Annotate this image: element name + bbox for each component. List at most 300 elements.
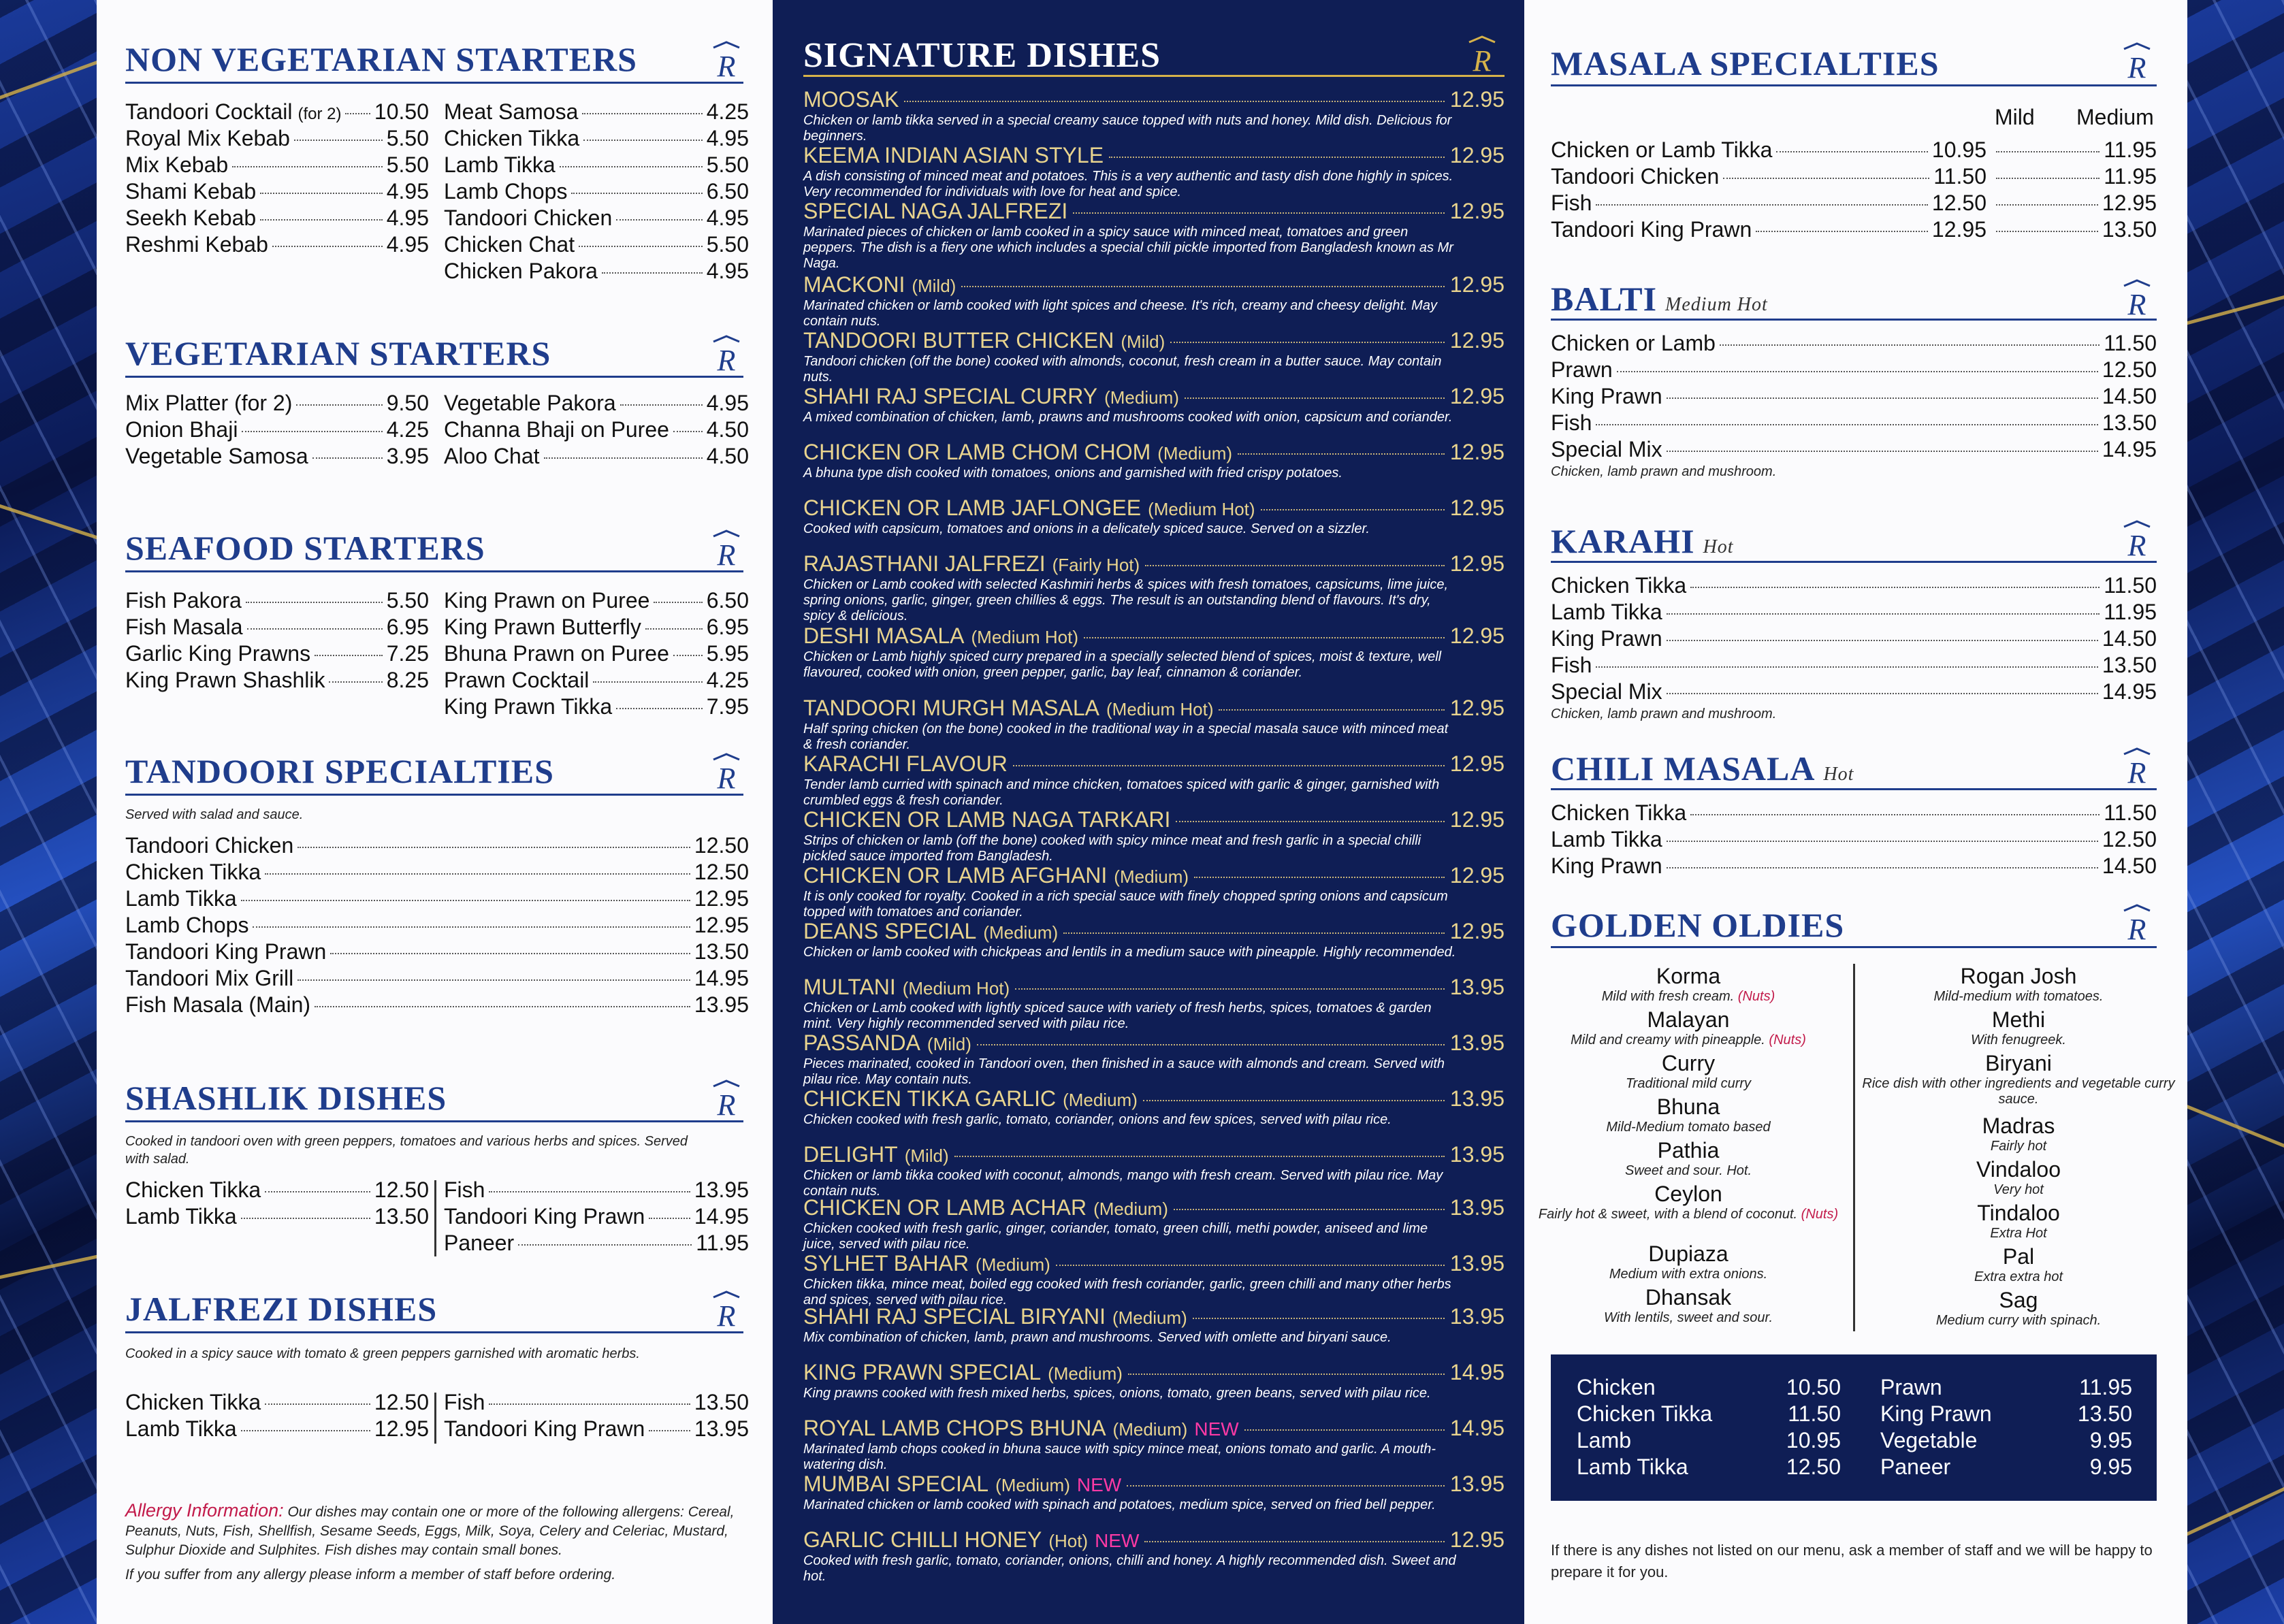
crest-icon [708, 1079, 745, 1120]
golden-oldie-name: Ceylon [1654, 1182, 1722, 1206]
menu-item-price: 7.25 [386, 641, 429, 666]
menu-item-name: Tandoori Chicken [1551, 164, 1720, 189]
section-title-chili-masala [1551, 749, 1854, 788]
tandoori-note: Served with salad and sauce. [125, 807, 304, 822]
golden-oldie-name: Tindaloo [1977, 1201, 2060, 1225]
dot-leader [241, 1430, 370, 1431]
menu-item-price: 12.50 [374, 1390, 429, 1414]
signature-dish-title [803, 272, 1505, 297]
menu-item-name: Reshmi Kebab [125, 232, 268, 257]
dot-leader [315, 655, 383, 656]
section-title-shashlik: SHASHLIK DISHES [125, 1079, 447, 1117]
dish-description: Chicken cooked with fresh garlic, tomato, coriander, onions and few spices, served with pilau rice. [803, 1112, 1392, 1127]
dish-description: Cooked with capsicum, tomatoes and onions in a delicately spiced sauce. Served on a sizzler. [803, 521, 1370, 536]
menu-item [444, 391, 749, 416]
menu-item-name: Paneer [444, 1231, 515, 1255]
dot-leader [246, 602, 383, 603]
dish-name: TANDOORI MURGH MASALA [803, 696, 1099, 720]
dot-leader [297, 847, 690, 848]
menu-item-name: Paneer [1880, 1455, 1951, 1479]
golden-oldie-name: Sag [1999, 1288, 2038, 1312]
golden-oldie-name: Madras [1982, 1114, 2055, 1138]
menu-item-price: 14.95 [2102, 437, 2157, 461]
dish-name: SHAHI RAJ SPECIAL CURRY [803, 384, 1098, 408]
menu-item [125, 232, 429, 257]
signature-dish-title [803, 199, 1505, 224]
dish-heat: (Fairly Hot) [1052, 555, 1140, 575]
crest-icon [2119, 747, 2155, 788]
dot-leader [272, 246, 383, 247]
allergy-label: Allergy Information: [125, 1500, 284, 1521]
golden-oldie-desc: Extra extra hot [1974, 1269, 2063, 1284]
menu-item-price: 4.95 [706, 391, 749, 415]
menu-item [444, 641, 749, 666]
section-rule [125, 570, 743, 572]
menu-item-price: 14.95 [694, 1204, 749, 1229]
golden-oldie-item [1859, 1051, 2178, 1107]
section-title-signature: SIGNATURE DISHES [803, 36, 1161, 75]
dish-description: King prawns cooked with fresh mixed herbs, spices, onions, tomato, green beans, served with pilau rice. [803, 1386, 1431, 1401]
menu-item-name: Fish Masala (Main) [125, 992, 311, 1017]
menu-item-price: 4.95 [706, 126, 749, 150]
crest-icon [2119, 904, 2155, 945]
menu-item-price: 14.95 [2102, 679, 2157, 704]
dish-heat: (Medium) [1104, 387, 1179, 408]
dish-description: Marinated pieces of chicken or lamb cooked in a spicy sauce with minced meat, tomatoes and green peppers. The dish is a fiery one which includes a special chili pickle imported from Bangladesh known as Mr Naga. [803, 225, 1453, 271]
menu-item-name: Chicken Tikka [125, 860, 261, 884]
golden-oldie-name: Methi [1991, 1007, 2046, 1032]
dot-leader [232, 166, 383, 167]
menu-item-name: Fish [444, 1390, 485, 1414]
menu-item-name: Garlic King Prawns [125, 641, 311, 666]
dish-description: Cooked with fresh garlic, tomato, coriander, onions, chilli and honey. A highly recommended dish. Sweet and hot. [803, 1553, 1456, 1584]
menu-item-name: Channa Bhaji on Puree [444, 417, 669, 442]
dish-heat: (Medium) [995, 1475, 1070, 1495]
price-box-item [1880, 1375, 2132, 1400]
dish-description: A dish consisting of minced meat and potatoes. This is a very authentic and tasty dish done highly in spices. Very recommended for individuals with love for heat and spice. [803, 169, 1453, 199]
section-rule [1551, 319, 2157, 321]
dot-leader [1690, 587, 2100, 588]
dot-leader [330, 953, 690, 954]
dot-leader [1667, 397, 2098, 399]
dot-leader [260, 193, 383, 194]
signature-dish-title [803, 863, 1505, 888]
menu-item-name: King Prawn [1551, 384, 1662, 408]
signature-dish-title [803, 1030, 1505, 1056]
signature-dish-title [803, 1527, 1505, 1553]
menu-item-price: 12.95 [374, 1416, 429, 1441]
karahi-heat: Hot [1703, 536, 1734, 557]
menu-item [125, 152, 429, 178]
dot-leader [654, 602, 702, 603]
dot-leader [253, 926, 690, 928]
menu-item-name: Mix Platter (for 2) [125, 391, 293, 415]
dish-description: Chicken or Lamb cooked with lightly spiced sauce with variety of fresh herbs, spices, tomatoes & garden mint. Very highly recommended served with pilau rice. [803, 1001, 1432, 1031]
menu-item-name: Special Mix [1551, 679, 1662, 704]
dot-leader [593, 681, 702, 683]
dot-leader [1667, 841, 2098, 842]
dish-description: Half spring chicken (on the bone) cooked in the traditional way in a special masala sauce with minced meat & fresh coriander. [803, 721, 1449, 752]
menu-item-price: 11.95 [2079, 1375, 2132, 1399]
dish-price: 12.95 [1449, 87, 1505, 112]
crest-icon [708, 1290, 745, 1331]
menu-item [444, 179, 749, 204]
dish-price: 13.95 [1449, 1251, 1505, 1276]
menu-item [125, 99, 429, 125]
section-rule [125, 82, 743, 84]
dot-leader [312, 457, 383, 459]
menu-item [444, 99, 749, 125]
menu-item-price-mild: 10.95 [1931, 137, 1987, 162]
menu-item-price: 6.50 [706, 588, 749, 613]
dot-leader [1170, 342, 1445, 343]
golden-oldie-name: Biryani [1985, 1051, 2052, 1075]
menu-item-price: 4.50 [706, 417, 749, 442]
menu-item-price: 14.50 [2102, 626, 2157, 651]
dish-price: 12.95 [1449, 440, 1505, 464]
dot-leader [961, 286, 1445, 287]
dot-leader [1617, 371, 2098, 372]
dot-leader [1238, 453, 1445, 455]
menu-item-price: 5.50 [706, 152, 749, 177]
dish-description: It is only cooked for royalty. Cooked in a rich special sauce with finely chopped spring onions and capsicum topped with tomatoes and coriander. [803, 889, 1448, 920]
golden-oldie-item [1859, 964, 2178, 1005]
dish-price: 13.95 [1449, 1472, 1505, 1496]
signature-dish-title [803, 919, 1505, 944]
dish-name: MULTANI [803, 975, 896, 999]
menu-item [444, 1231, 749, 1256]
menu-item-tag: (for 2) [297, 105, 342, 123]
section-title-seafood-starters: SEAFOOD STARTERS [125, 529, 485, 567]
svg-text:R: R [717, 1299, 736, 1331]
golden-oldie-name: Pal [2002, 1244, 2035, 1269]
section-title-balti [1551, 279, 1768, 319]
golden-oldie-item [1528, 1007, 1848, 1048]
dish-name: PASSANDA [803, 1030, 920, 1055]
menu-item-name: Tandoori King Prawn [125, 939, 327, 964]
menu-item-price: 3.95 [386, 444, 429, 468]
menu-item-price: 9.95 [2089, 1455, 2132, 1479]
dish-heat: (Medium Hot) [971, 627, 1078, 647]
menu-item [125, 417, 429, 442]
dish-heat: (Medium) [1157, 443, 1233, 464]
dish-heat: (Medium Hot) [902, 978, 1010, 998]
golden-oldie-name: Dupiaza [1648, 1241, 1728, 1266]
dish-price: 12.95 [1449, 496, 1505, 520]
menu-item [1551, 653, 2157, 678]
menu-item-price: 4.50 [706, 444, 749, 468]
price-box-item [1577, 1428, 1841, 1453]
allergy-text-2: If you suffer from any allergy please inform a member of staff before ordering. [125, 1567, 616, 1582]
allergy-information [125, 1501, 752, 1585]
golden-oldie-item [1859, 1157, 2178, 1198]
dish-name: CHICKEN TIKKA GARLIC [803, 1086, 1057, 1111]
marble-border-right [2187, 0, 2284, 1624]
menu-item [1551, 357, 2157, 383]
dot-leader [673, 431, 703, 432]
menu-item-price: 6.50 [706, 179, 749, 204]
menu-item-name: Chicken Tikka [125, 1178, 261, 1202]
menu-item-name: King Prawn Tikka [444, 694, 613, 719]
dot-leader [1996, 178, 2100, 179]
menu-item [125, 126, 429, 151]
svg-text:R: R [2127, 756, 2146, 788]
menu-item-name: Prawn Cocktail [444, 668, 590, 692]
dot-leader [345, 113, 370, 114]
menu-item-price: 5.95 [706, 641, 749, 666]
dot-leader [1723, 178, 1929, 179]
signature-dish-title [803, 975, 1505, 1000]
dot-leader [904, 101, 1444, 102]
menu-item-name: Lamb Tikka [125, 886, 237, 911]
menu-item-price: 10.50 [1786, 1375, 1841, 1399]
dot-leader [571, 193, 702, 194]
karahi-note: Chicken, lamb prawn and mushroom. [1551, 707, 1777, 721]
dish-description: Chicken tikka, mince meat, boiled egg cooked with fresh coriander, garlic, green chilli and many other herbs and spices, served with pilau rice. [803, 1277, 1451, 1308]
dish-price: 12.95 [1449, 751, 1505, 776]
dot-leader [329, 681, 382, 683]
signature-dish-title [803, 1304, 1505, 1329]
section-rule [1551, 84, 2157, 86]
menu-item [125, 833, 749, 858]
dish-description: Pieces marinated, cooked in Tandoori oven, then finished in a sauce with almonds and cream. Served with pilau rice. May contain nuts. [803, 1056, 1445, 1087]
menu-item-name: King Prawn [1551, 854, 1662, 878]
crest-icon [1464, 35, 1500, 76]
dot-leader [489, 1191, 690, 1192]
masala-item [1551, 137, 1987, 163]
column-divider [1853, 964, 1855, 1331]
dish-description: Mix combination of chicken, lamb, prawn and mushrooms. Served with omlette and biryani sauce. [803, 1330, 1392, 1345]
dot-leader [265, 1191, 370, 1192]
dot-leader [1145, 565, 1445, 566]
signature-dish-title [803, 1472, 1505, 1497]
menu-item [444, 615, 749, 640]
dot-leader [620, 404, 703, 406]
dish-price: 12.95 [1449, 696, 1505, 720]
crest-icon [2119, 520, 2155, 561]
menu-item-price: 10.95 [1786, 1428, 1841, 1452]
dot-leader [1219, 709, 1444, 711]
balti-note: Chicken, lamb prawn and mushroom. [1551, 464, 1777, 479]
menu-item-name: Fish [444, 1178, 485, 1202]
menu-item-name: Tandoori King Prawn [1551, 217, 1752, 242]
golden-oldie-item [1528, 1241, 1848, 1282]
menu-item-name: Chicken Tikka [1577, 1401, 1713, 1426]
dot-leader [1056, 1265, 1445, 1266]
dot-leader [265, 1403, 370, 1405]
golden-oldie-desc: Mild-medium with tomatoes. [1933, 989, 2104, 1004]
column-divider [434, 1393, 436, 1444]
chili-title: CHILI MASALA [1551, 749, 1816, 787]
dish-name: SYLHET BAHAR [803, 1251, 969, 1276]
menu-item-name: King Prawn Butterfly [444, 615, 641, 639]
chili-heat: Hot [1823, 764, 1854, 785]
dish-name: SPECIAL NAGA JALFREZI [803, 199, 1068, 223]
golden-oldie-item [1528, 1182, 1848, 1222]
golden-oldie-desc: Very hot [1993, 1182, 2044, 1197]
dot-leader [954, 1156, 1445, 1157]
balti-heat: Medium Hot [1665, 294, 1768, 315]
dish-heat: (Medium) [1063, 1090, 1138, 1110]
section-title-jalfrezi: JALFREZI DISHES [125, 1290, 438, 1328]
dot-leader [1690, 814, 2100, 815]
golden-oldie-desc [1528, 1207, 1848, 1222]
menu-item-name: Lamb Tikka [125, 1416, 237, 1441]
menu-item-name: Fish Masala [125, 615, 243, 639]
menu-item-price: 6.95 [386, 615, 429, 639]
menu-item-name: Tandoori King Prawn [444, 1204, 645, 1229]
masala-item-medium [1992, 164, 2157, 189]
dish-name: DELIGHT [803, 1142, 898, 1167]
menu-item-price: 13.95 [694, 1416, 749, 1441]
dish-price: 13.95 [1449, 1030, 1505, 1055]
golden-oldie-desc-text: Mild-Medium tomato based [1606, 1120, 1771, 1135]
dish-heat: (Medium) [976, 1254, 1050, 1275]
menu-item-name: Fish [1551, 410, 1592, 435]
menu-item-price: 9.50 [386, 391, 429, 415]
menu-item [125, 206, 429, 231]
signature-dish-title [803, 440, 1505, 465]
crest-icon [708, 335, 745, 376]
menu-item-price: 4.95 [386, 179, 429, 204]
menu-item-name: King Prawn on Puree [444, 588, 650, 613]
dot-leader [518, 1244, 692, 1246]
golden-oldie-name: Vindaloo [1976, 1157, 2061, 1182]
menu-item-price: 14.95 [694, 966, 749, 990]
menu-item [125, 668, 429, 693]
signature-dish-title [803, 551, 1505, 576]
jalfrezi-note: Cooked in a spicy sauce with tomato & green peppers garnished with aromatic herbs. [125, 1346, 640, 1361]
price-box-item [1880, 1455, 2132, 1480]
nuts-warning: (Nuts) [1737, 989, 1775, 1004]
menu-item-name: Shami Kebab [125, 179, 257, 204]
menu-item [125, 966, 749, 991]
section-title-tandoori: TANDOORI SPECIALTIES [125, 752, 554, 790]
dot-leader [1667, 613, 2100, 615]
menu-item [444, 152, 749, 178]
dot-leader [1667, 867, 2098, 868]
crest-icon [2119, 42, 2155, 83]
karahi-title: KARAHI [1551, 522, 1695, 560]
menu-item [1551, 573, 2157, 598]
marble-border-left [0, 0, 97, 1624]
menu-item-price: 13.50 [2102, 653, 2157, 677]
price-box-item [1577, 1455, 1841, 1480]
dish-price: 12.95 [1449, 1527, 1505, 1552]
menu-item-price: 13.95 [694, 1178, 749, 1202]
menu-item-price: 4.95 [706, 206, 749, 230]
signature-dish-title [803, 1195, 1505, 1220]
golden-oldie-desc [1528, 1163, 1848, 1179]
menu-item-name: Chicken or Lamb [1551, 331, 1716, 355]
menu-item [444, 417, 749, 442]
menu-item-name: Lamb Chops [444, 179, 568, 204]
menu-item-price-medium: 11.95 [2104, 164, 2157, 189]
menu-item [125, 1178, 429, 1203]
menu-item-price: 13.50 [2102, 410, 2157, 435]
golden-oldie-desc-text: Traditional mild curry [1625, 1076, 1752, 1091]
menu-item-price-medium: 11.95 [2104, 137, 2157, 162]
menu-item-name: Chicken Chat [444, 232, 575, 257]
dish-price: 13.95 [1449, 975, 1505, 999]
masala-item-medium [1992, 191, 2157, 216]
dot-leader [1015, 988, 1445, 990]
dish-heat: (Medium) [1114, 866, 1189, 887]
menu-item-name: King Prawn [1551, 626, 1662, 651]
dish-name: CHICKEN OR LAMB CHOM CHOM [803, 440, 1151, 464]
dot-leader [1127, 1485, 1445, 1487]
golden-oldie-desc [1528, 989, 1848, 1005]
dish-price: 12.95 [1449, 807, 1505, 832]
dot-leader [560, 166, 703, 167]
dot-leader [1996, 231, 2098, 232]
svg-text:R: R [717, 50, 736, 82]
svg-text:R: R [717, 1088, 736, 1120]
menu-item [1551, 827, 2157, 852]
signature-dish-title [803, 1142, 1505, 1167]
menu-item-price: 4.25 [386, 417, 429, 442]
menu-item-name: Chicken or Lamb Tikka [1551, 137, 1773, 162]
dish-name: DESHI MASALA [803, 623, 965, 648]
menu-item-price: 13.50 [2077, 1401, 2132, 1426]
footer-note: If there is any dishes not listed on our menu, ask a member of staff and we will be happy to prepare it for you. [1551, 1542, 2153, 1580]
dish-description: Marinated lamb chops cooked in bhuna sauce with spicy mince meat, onions tomato and garlic. A mouth-watering dish. [803, 1442, 1436, 1472]
menu-item-price: 4.25 [706, 668, 749, 692]
menu-item-price: 5.50 [386, 588, 429, 613]
svg-text:R: R [1473, 44, 1492, 76]
golden-oldie-item [1859, 1288, 2178, 1329]
menu-item [125, 1390, 429, 1415]
menu-item-name: King Prawn [1880, 1401, 1992, 1426]
masala-col-mild: Mild [1995, 105, 2035, 129]
golden-oldie-desc: With fenugreek. [1971, 1033, 2066, 1048]
golden-oldie-item [1528, 1138, 1848, 1179]
menu-item [125, 179, 429, 204]
signature-dish-title [803, 1251, 1505, 1276]
dot-leader [242, 431, 382, 432]
menu-item-name: Lamb Tikka [1551, 600, 1662, 624]
dot-leader [241, 1218, 370, 1219]
menu-item [444, 1178, 749, 1203]
dish-name: CHICKEN OR LAMB JAFLONGEE [803, 496, 1142, 520]
dish-description: Chicken cooked with fresh garlic, ginger, coriander, tomato, green chilli, methi powder, aniseed and lime juice, served with pilau rice. [803, 1221, 1428, 1252]
dot-leader [297, 979, 690, 981]
dish-price: 12.95 [1449, 199, 1505, 223]
dot-leader [241, 900, 690, 901]
dish-price: 12.95 [1449, 384, 1505, 408]
menu-item-price: 11.50 [2104, 800, 2157, 825]
menu-item [125, 391, 429, 416]
signature-dish-title [803, 87, 1505, 112]
dot-leader [1756, 231, 1928, 232]
menu-item [444, 668, 749, 693]
dish-name: KARACHI FLAVOUR [803, 751, 1008, 776]
menu-item [444, 206, 749, 231]
menu-item [125, 444, 429, 469]
menu-item-name: Tandoori Chicken [444, 206, 613, 230]
dot-leader [1084, 637, 1445, 638]
menu-item-name: Fish Pakora [125, 588, 242, 613]
dish-price: 14.95 [1449, 1416, 1505, 1440]
section-title-veg-starters: VEGETARIAN STARTERS [125, 334, 551, 372]
menu-item-price: 12.95 [694, 913, 749, 937]
menu-item [444, 259, 749, 284]
signature-dish-title [803, 623, 1505, 649]
dot-leader [1109, 157, 1445, 158]
menu-item-price: 12.50 [694, 833, 749, 858]
menu-item-price: 14.50 [2102, 384, 2157, 408]
dot-leader [1996, 204, 2098, 206]
